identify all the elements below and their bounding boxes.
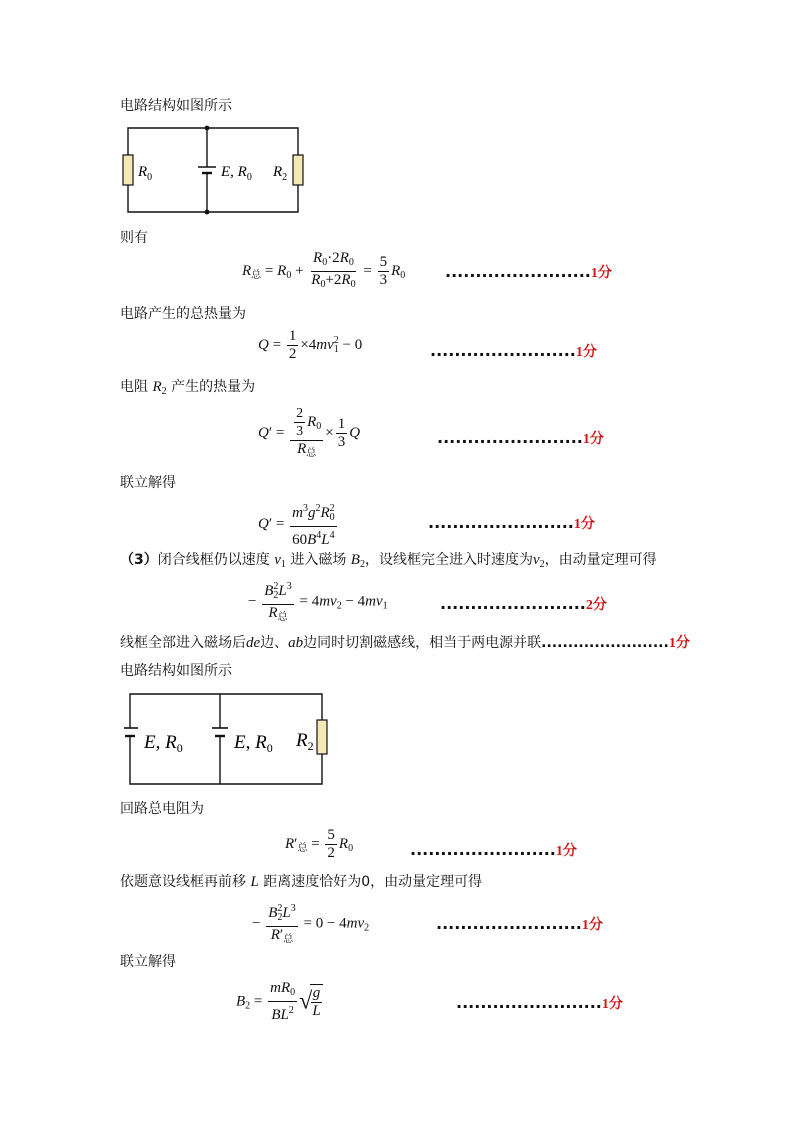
circuit-intro-text-2: 电路结构如图所示 [120, 663, 232, 679]
solve-text-1: 联立解得 [120, 475, 176, 491]
label-r0: $R_0$ [138, 164, 153, 183]
equation-b2-result: $B_2$ = $\frac{mR_0}{BL^2}$ √ $\frac{g}{L}$ [236, 980, 321, 1023]
equation-r2-heat: Q′ = $\frac{2}{3}$ $R_0$ $R_总$ × $\frac{1}{3}$ Q [258, 406, 361, 459]
distance-text: 依题意设线框再前移 L 距离速度恰好为0，由动量定理可得 [120, 874, 483, 890]
score-eq5: ........................2分 [440, 594, 607, 613]
equation-q-prime: Q′ = $\frac{m^3g^2R_0^2}{60B^4L^4}$ [258, 500, 339, 549]
resistor-r2-2 [317, 720, 327, 754]
equation-momentum-2: − $\frac{B_2^2L^3}{R'_总}$ = $0 - 4mv_2$ [252, 900, 369, 948]
label-source1: E, $R_0$ [144, 732, 183, 755]
score-eq3: ........................1分 [437, 428, 604, 447]
circuit-intro-text: 电路结构如图所示 [120, 98, 232, 114]
resistor-r2 [293, 155, 303, 185]
solve-text-2: 联立解得 [120, 954, 176, 970]
label-r2-2: $R_2$ [296, 730, 314, 753]
circuit-diagram-1 [118, 124, 308, 216]
label-r2: $R_2$ [273, 164, 288, 183]
parallel-text: 线框全部进入磁场后de边、ab边同时切割磁感线，相当于两电源并联........................1分 [120, 635, 690, 651]
equation-total-heat: Q = $\frac{1}{2}$ $\times 4mv_1^2 - 0$ [258, 328, 363, 362]
score-eq1: ........................1分 [445, 262, 612, 281]
score-eq2: ........................1分 [430, 341, 597, 360]
equation-momentum-1: − $\frac{B_2^2L^3}{R_总}$ = $4mv_2 - 4mv_1$ [248, 578, 388, 626]
equation-r-prime: $R'_总$ = $\frac{5}{2}$ $R_0$ [285, 827, 354, 861]
score-eq6: ........................1分 [410, 840, 577, 859]
circuit-diagram-2 [124, 690, 334, 788]
r2-heat-text: 电阻 $R_2$ 产生的热量为 [120, 379, 256, 397]
then-have-text: 则有 [120, 230, 148, 246]
equation-total-resistance: $R_总 = R_0$ + $\frac{R_0\cdot 2R_0}{R_0+2R_0}$ = $\frac{5}{3}$ $R_0$ [242, 250, 406, 290]
part3-text: （3）闭合线框仍以速度 $v_1$ 进入磁场 $B_2$，设线框完全进入时速度为$v_2$，由动量定理可得 [120, 552, 657, 570]
resistor-r0 [123, 155, 133, 185]
label-source2: E, $R_0$ [234, 732, 273, 755]
label-e-r0: E, $R_0$ [221, 164, 252, 183]
total-heat-text: 电路产生的总热量为 [120, 306, 246, 322]
score-eq8: ........................1分 [456, 993, 623, 1012]
score-eq7: ........................1分 [436, 914, 603, 933]
total-resistance-text: 回路总电阻为 [120, 801, 204, 817]
score-eq4: ........................1分 [428, 513, 595, 532]
